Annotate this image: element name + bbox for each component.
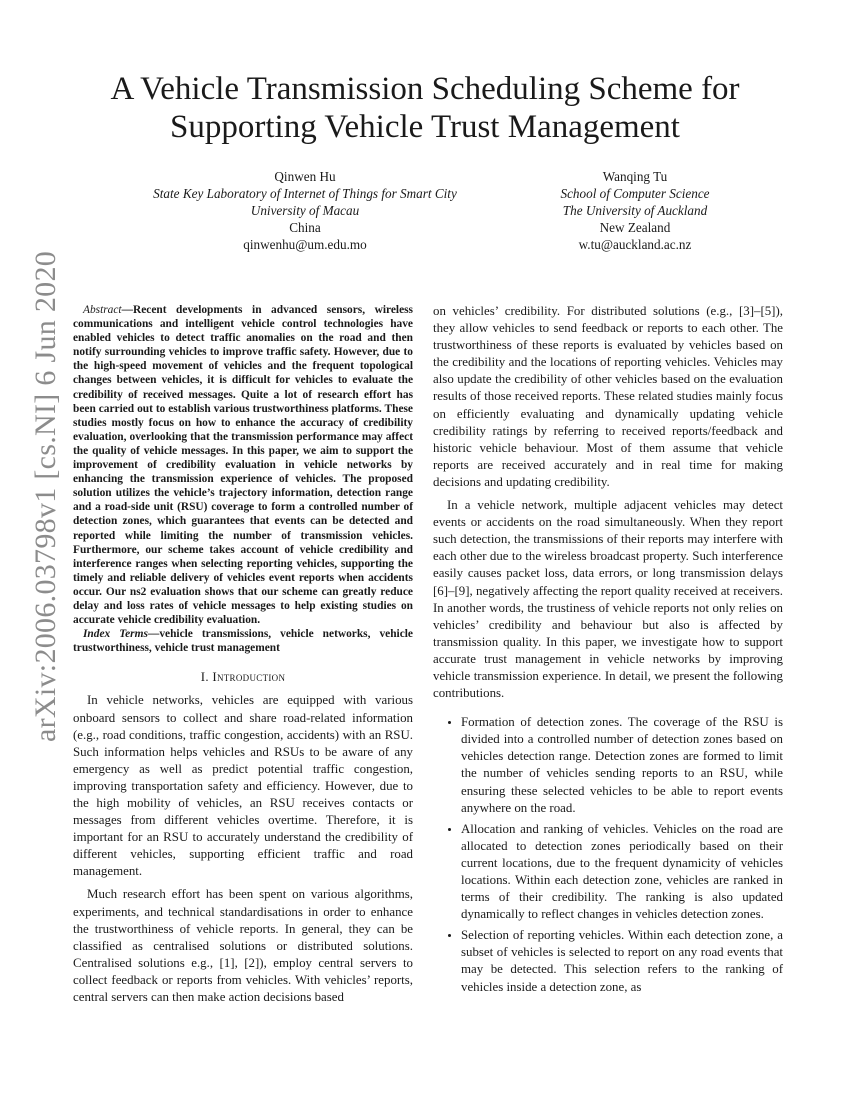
abstract-text: Recent developments in advanced sensors, wireless communications and intelligent vehicle control technologies have enabled vehicles to detect traffic anomalies on the road and then notify surrounding vehicles to improve traffic safety. However, due to the high-speed movement of vehicles and the frequent topological changes between vehicles, it is difficult for vehicles to evaluate the credibility of received messages. Quite a lot of research effort has been carried out to establish various trustworthiness platforms. These studies mostly focus on how to enhance the accuracy of credibility evaluation, overlooking that the transmission performance may affect the quality of vehicle messages. In this paper, we aim to support the improvement of credibility evaluation in vehicle networks by enhancing the transmission experience of vehicles. The proposed solution utilizes the vehicle’s trajectory information, detection range and a road-side unit (RSU) coverage to form a controlled number of detection zones, which guarantees that events can be detected and reported while limiting the number of transmission vehicles. Furthermore, our scheme takes account of vehicle credibility and interference ranges when selecting reporting vehicles, supporting the timely and reliable delivery of vehicles event reports when accidents occur. Our ns2 evaluation shows that our scheme can greatly reduce delay and loss rates of vehicle messages to help existing studies on accurate vehicle credibility evaluation.: [73, 304, 413, 627]
index-terms-text: vehicle transmissions, vehicle networks, vehicle trustworthiness, vehicle trust management: [73, 628, 413, 655]
author-country: New Zealand: [599, 220, 671, 235]
author-affiliation: School of Computer Science: [560, 186, 710, 201]
paragraph: In vehicle networks, vehicles are equipped with various onboard sensors to collect and share road-related information (e.g., road conditions, traffic congestion, accidents) with an RSU. Such information helps vehicles and RSUs to be aware of any emergency as well as predict potential traffic congestion, improving transportation safety and efficiency. However, due to the high mobility of vehicles, an RSU receives contacts or messages from different vehicles overtime. Therefore, it is important for an RSU to accurately understand the credibility of different vehicles, supporting efficient traffic and road management.: [73, 693, 413, 879]
author-email[interactable]: w.tu@auckland.ac.nz: [578, 237, 692, 252]
arxiv-identifier[interactable]: arXiv:2006.03798v1 [cs.NI] 6 Jun 2020: [29, 250, 62, 742]
author-affiliation: University of Macau: [250, 203, 360, 218]
author-name: Qinwen Hu: [274, 169, 336, 184]
right-column: [433, 303, 783, 1000]
left-column: [73, 303, 413, 1012]
list-item: • Formation of detection zones. The coverage of the RSU is divided into a controlled number of detection zones based on vehicles detection range. Detection zones are formed to limit the number of vehicles sending reports to an RSU, while ensuring these selected vehicles to be able to report events anywhere on the road.: [461, 714, 783, 817]
abstract: [73, 303, 413, 627]
paragraph: In a vehicle network, multiple adjacent vehicles may detect events or accidents on the road simultaneously. When they report such detection, the transmissions of their reports may interfere with each other due to the wireless broadcast property. Such interference easily causes packet loss, data errors, or long transmission delays [6]–[9], negatively affecting the report quality received at receivers. In another words, the trustiness of vehicle reports not only relies on vehicles’ credibility and behaviour but also is affected by transmission quality. In this paper, we investigate how to support accurate trust management in vehicle networks by improving vehicle transmission experience. In detail, we present the following contributions.: [433, 498, 783, 701]
author-name: Wanqing Tu: [602, 169, 668, 184]
list-item: • Allocation and ranking of vehicles. Vehicles on the road are allocated to detection zones periodically based on their current locations, due to the frequent dynamicity of vehicles locations. Within each detection zone, vehicles are ranked in terms of their credibility. The ranking is also updated dynamically to reflect changes in vehicles detection zones.: [461, 821, 783, 924]
author-block-1: [120, 168, 490, 253]
title-line-2: Supporting Vehicle Trust Management: [170, 109, 680, 145]
abstract-label: Abstract: [83, 304, 122, 316]
index-terms-dash: —: [147, 628, 160, 641]
author-affiliation: State Key Laboratory of Internet of Things for Smart City: [153, 186, 457, 201]
list-item: • Selection of reporting vehicles. Within each detection zone, a subset of vehicles is selected to report on any road events that may be detected. This selection refers to the ranking of vehicles inside a detection zone, as: [461, 927, 783, 995]
contributions-list: [433, 714, 783, 996]
paragraph: on vehicles’ credibility. For distributed solutions (e.g., [3]–[5]), they allow vehicles to send feedback or reports to each other. The trustworthiness of these reports is evaluated by vehicles based on the credibility and the locations of reporting vehicles. Vehicles may also update the credibility of other vehicles based on the evaluation results of those received reports. These related studies mainly focus on efficiently evaluating and dynamically updating vehicle credibility ratings by referring to received reports/feedback and historic vehicle behaviour. Most of them assume that vehicle reports are received accurately and in real time for making decisions and updating credibility.: [433, 304, 783, 489]
author-email[interactable]: qinwenhu@um.edu.mo: [243, 237, 367, 252]
section-heading-introduction: I. Introduction: [200, 670, 286, 685]
abstract-dash: —: [121, 304, 133, 316]
author-block-2: [510, 168, 760, 253]
paragraph: Much research effort has been spent on various algorithms, experiments, and technical standardisations in order to enhance the trustworthiness of vehicle reports. In general, they can be classified as centralised solutions or distributed solutions. Centralised solutions e.g., [1], [2]), employ central servers to collect feedback or reports from vehicles. With vehicles’ reports, central servers can then make action decisions based: [73, 887, 413, 1005]
title-line-1: A Vehicle Transmission Scheduling Scheme for: [110, 71, 740, 107]
author-affiliation: The University of Auckland: [562, 203, 708, 218]
index-terms-label: Index Terms: [83, 628, 148, 641]
index-terms: [73, 627, 413, 655]
paper-title: [60, 70, 790, 146]
author-country: China: [289, 220, 321, 235]
